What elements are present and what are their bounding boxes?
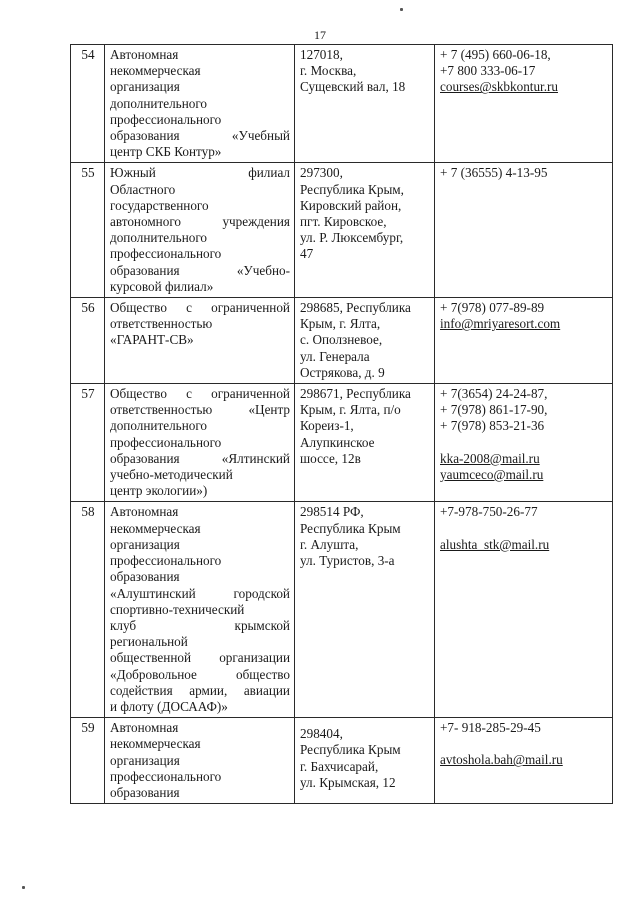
organization-name-line: общественной организации: [110, 650, 290, 666]
organization-name-line: образования «Учебный: [110, 128, 290, 144]
address-line: 298404,: [300, 726, 343, 742]
table-row: [71, 45, 613, 163]
organization-name-line: профессионального: [110, 111, 222, 127]
organization-name-line: центр СКБ Контур»: [110, 144, 222, 160]
page-number: 17: [314, 28, 326, 42]
organization-name-line: «ГАРАНТ-СВ»: [110, 332, 194, 348]
address-line: г. Алушта,: [300, 536, 359, 552]
organization-name-line: некоммерческая: [110, 520, 201, 536]
address-line: Республика Крым,: [300, 181, 404, 197]
organization-name-line: дополнительного: [110, 95, 208, 111]
spacer: [440, 435, 608, 451]
organization-name: [105, 45, 295, 163]
email-link[interactable]: info@mriyaresort.com: [440, 316, 561, 332]
address-line: 297300,: [300, 165, 343, 181]
organization-name-line: Общество с ограниченной: [110, 300, 290, 316]
organization-address: [295, 502, 435, 718]
organization-name-line: учебно-методический: [110, 467, 233, 483]
email-link[interactable]: courses@skbkontur.ru: [440, 79, 558, 95]
organization-address: [295, 384, 435, 502]
email-link[interactable]: yaumceco@mail.ru: [440, 466, 544, 482]
table-row: [71, 718, 613, 804]
organization-name-line: Автономная: [110, 504, 179, 520]
address-line: ул. Генерала: [300, 348, 370, 364]
organization-contacts: [435, 298, 613, 384]
address-line: 298671, Республика: [300, 386, 411, 402]
organization-name-line: организация: [110, 536, 180, 552]
organization-contacts: [435, 502, 613, 718]
address-line: Крым, г. Ялта, п/о: [300, 402, 401, 418]
organization-name-line: Южный филиал: [110, 165, 290, 181]
phone-number: +7-978-750-26-77: [440, 504, 538, 520]
address-line: Республика Крым: [300, 742, 401, 758]
email-link[interactable]: kka-2008@mail.ru: [440, 450, 540, 466]
organization-name-line: некоммерческая: [110, 63, 201, 79]
address-line: с. Оползневое,: [300, 332, 383, 348]
phone-number: + 7(978) 853-21-36: [440, 418, 545, 434]
organization-name-line: спортивно-технический: [110, 601, 245, 617]
organization-name-line: ответственностью: [110, 316, 213, 332]
spacer: [440, 521, 608, 537]
organization-contacts: [435, 45, 613, 163]
organization-contacts: [435, 163, 613, 298]
address-line: ул. Р. Люксембург,: [300, 230, 404, 246]
address-line: ул. Туристов, 3-а: [300, 553, 395, 569]
organization-name-line: Областного: [110, 181, 176, 197]
organization-name-line: образования: [110, 569, 180, 585]
address-line: ул. Крымская, 12: [300, 774, 396, 790]
address-line: Сущевский вал, 18: [300, 79, 406, 95]
email-link[interactable]: avtoshola.bah@mail.ru: [440, 752, 563, 768]
address-line: 127018,: [300, 47, 343, 62]
organization-name-line: профессионального: [110, 768, 222, 784]
address-line: 298685, Республика: [300, 300, 411, 316]
table-body: [71, 45, 613, 804]
table-row: [71, 384, 613, 502]
organization-name-line: дополнительного: [110, 230, 208, 246]
phone-number: + 7(3654) 24-24-87,: [440, 386, 548, 402]
organization-name: [105, 718, 295, 804]
organization-name-line: Автономная: [110, 47, 179, 62]
address-line: пгт. Кировское,: [300, 214, 387, 230]
organization-contacts: [435, 384, 613, 502]
organization-name-line: организация: [110, 79, 180, 95]
table-row: [71, 163, 613, 298]
organization-name-line: организация: [110, 752, 180, 768]
address-line: 298514 РФ,: [300, 504, 364, 520]
organization-name: [105, 502, 295, 718]
phone-number: +7 800 333-06-17: [440, 63, 536, 79]
organization-name-line: профессионального: [110, 434, 222, 450]
phone-number: + 7 (36555) 4-13-95: [440, 165, 548, 181]
organization-name-line: Общество с ограниченной: [110, 386, 290, 402]
organization-name-line: образования: [110, 784, 180, 800]
email-link[interactable]: alushta_stk@mail.ru: [440, 536, 550, 552]
organization-contacts: [435, 718, 613, 804]
table-row: [71, 502, 613, 718]
organization-address: [295, 298, 435, 384]
organization-name-line: профессионального: [110, 553, 222, 569]
organization-name: [105, 384, 295, 502]
organization-name-line: курсовой филиал»: [110, 278, 214, 294]
row-number: 56: [71, 298, 105, 384]
organization-name-line: ответственностью «Центр: [110, 402, 290, 418]
organization-name-line: дополнительного: [110, 418, 208, 434]
organization-table: [70, 44, 613, 804]
address-line: Острякова, д. 9: [300, 364, 385, 380]
address-line: Кировский район,: [300, 197, 402, 213]
organization-address: [295, 45, 435, 163]
organization-name-line: региональной: [110, 634, 188, 650]
phone-number: +7- 918-285-29-45: [440, 720, 541, 736]
row-number: 57: [71, 384, 105, 502]
organization-name-line: некоммерческая: [110, 736, 201, 752]
phone-number: + 7(978) 077-89-89: [440, 300, 545, 316]
organization-name: [105, 298, 295, 384]
phone-number: + 7(978) 861-17-90,: [440, 402, 548, 418]
address-line: Крым, г. Ялта,: [300, 316, 381, 332]
address-line: шоссе, 12в: [300, 450, 361, 466]
address-line: Кореиз-1,: [300, 418, 354, 434]
address-line: Республика Крым: [300, 520, 401, 536]
organization-name-line: клуб крымской: [110, 617, 290, 633]
scan-speck: [22, 886, 25, 889]
phone-number: + 7 (495) 660-06-18,: [440, 47, 551, 62]
organization-address: [295, 163, 435, 298]
table-row: [71, 298, 613, 384]
address-line: г. Москва,: [300, 63, 357, 79]
organization-name-line: образования «Учебно-: [110, 262, 290, 278]
row-number: 54: [71, 45, 105, 163]
address-line: 47: [300, 246, 314, 262]
address-line: Алупкинское: [300, 434, 375, 450]
row-number: 55: [71, 163, 105, 298]
spacer: [440, 736, 608, 752]
organization-name-line: «Алуштинский городской: [110, 585, 290, 601]
organization-name-line: профессионального: [110, 246, 222, 262]
scan-speck: [400, 8, 403, 11]
organization-name-line: и флоту (ДОСААФ)»: [110, 698, 228, 714]
organization-address: [295, 718, 435, 804]
row-number: 58: [71, 502, 105, 718]
address-line: г. Бахчисарай,: [300, 758, 379, 774]
organization-name: [105, 163, 295, 298]
row-number: 59: [71, 718, 105, 804]
organization-name-line: государственного: [110, 197, 209, 213]
organization-name-line: образования «Ялтинский: [110, 450, 290, 466]
organization-name-line: содействия армии, авиации: [110, 682, 290, 698]
organization-name-line: центр экологии»): [110, 483, 208, 499]
organization-name-line: автономного учреждения: [110, 214, 290, 230]
organization-name-line: «Добровольное общество: [110, 666, 290, 682]
organization-name-line: Автономная: [110, 720, 179, 736]
